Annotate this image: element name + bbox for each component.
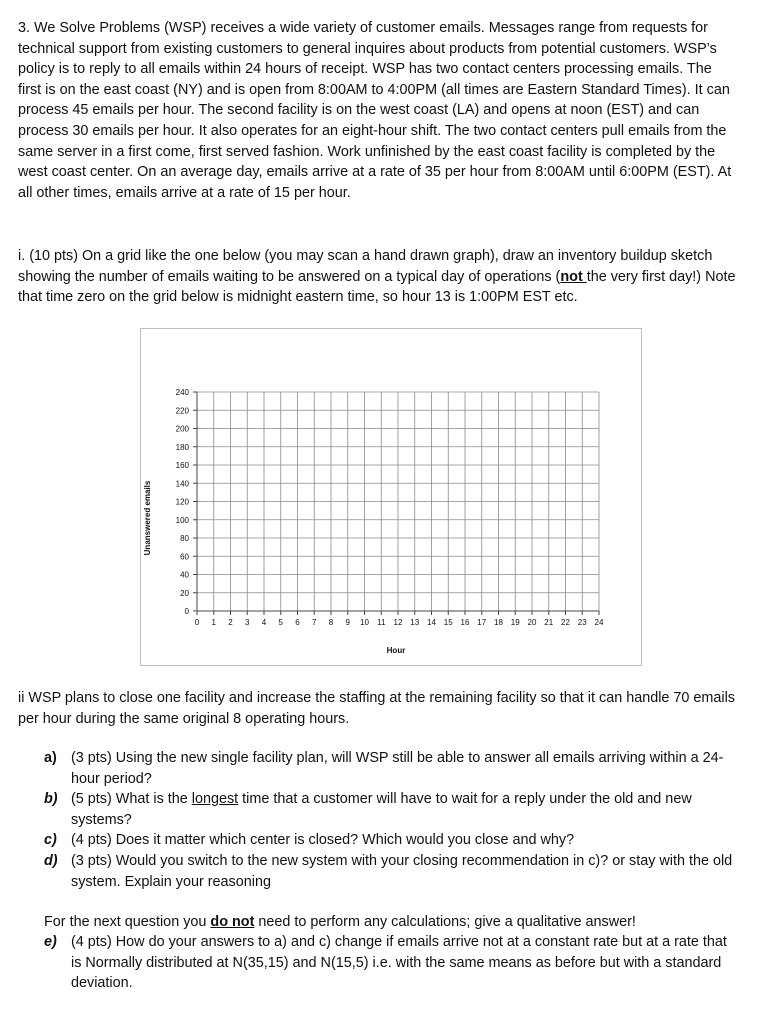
y-axis-label: Unanswered emails bbox=[143, 480, 152, 556]
question-text-b: time that a customer will have to wait for a reply under the old and new systems? bbox=[71, 791, 692, 828]
part-i-text-a: i. (10 pts) On a grid like the one below (you may scan a hand drawn graph), draw an inventory buildup sketch showing the number of emails waiting to be answered on a typical day of operations ( bbox=[18, 248, 713, 285]
x-tick-label: 21 bbox=[544, 618, 554, 627]
x-tick-label: 11 bbox=[377, 618, 386, 627]
x-tick-label: 6 bbox=[295, 618, 300, 627]
x-tick-label: 19 bbox=[510, 618, 520, 627]
y-tick-label: 140 bbox=[175, 479, 189, 489]
question-label: d) bbox=[44, 852, 58, 869]
question-text: (3 pts) Using the new single facility plan, will WSP still be able to answer all emails arriving within a 24-hour period? bbox=[71, 750, 724, 787]
y-tick-label: 160 bbox=[175, 461, 189, 470]
inventory-grid-chart bbox=[140, 328, 642, 666]
x-tick-label: 9 bbox=[345, 618, 350, 627]
question-emphasis: longest bbox=[191, 791, 239, 808]
x-tick-label: 22 bbox=[561, 618, 570, 627]
x-tick-label: 10 bbox=[360, 618, 369, 627]
question-list bbox=[44, 748, 738, 892]
x-tick-label: 17 bbox=[477, 618, 487, 627]
x-tick-label: 8 bbox=[328, 618, 334, 627]
question-text-a: (5 pts) What is the bbox=[71, 791, 192, 808]
x-tick-label: 14 bbox=[427, 618, 436, 627]
x-tick-label: 13 bbox=[410, 618, 420, 627]
part-ii-intro: ii WSP plans to close one facility and increase the staffing at the remaining facility so that it can handle 70 emails per hour during the same original 8 operating hours. bbox=[18, 690, 735, 727]
x-tick-label: 16 bbox=[460, 618, 470, 627]
y-tick-label: 120 bbox=[175, 497, 189, 507]
part-i-emphasis: not bbox=[560, 268, 587, 285]
problem-intro: 3. We Solve Problems (WSP) receives a wide variety of customer emails. Messages range from requests for technical support from existing customers to general inquires about products from potential customers. WSP’s policy is to reply to all emails within 24 hours of receipt. WSP has two contact centers processing emails. The first is on the east coast (NY) and is open from 8:00AM to 4:00PM (all times are Eastern Standard Times). It can process 45 emails per hour. The second facility is on the west coast (LA) and opens at noon (EST) and can process 30 emails per hour. It also operates for an eight-hour shift. The two contact centers pull emails from the same server in a first come, first served fashion. Work unfinished by the east coast facility is completed by the west coast center. On an average day, emails arrive at a rate of 35 per hour from 8:00AM until 6:00PM (EST). At all other times, emails arrive at a rate of 15 per hour. bbox=[18, 20, 732, 201]
question-text: (4 pts) Does it matter which center is closed? Which would you close and why? bbox=[71, 832, 575, 849]
note-text-a: For the next question you bbox=[44, 914, 211, 930]
question-a bbox=[44, 748, 738, 789]
question-label: a) bbox=[44, 750, 57, 766]
x-tick-label: 0 bbox=[194, 618, 200, 627]
x-tick-label: 7 bbox=[312, 618, 317, 627]
y-tick-label: 20 bbox=[180, 588, 189, 598]
part-i-text-b: the very first day!) Note that time zero on the grid below is midnight eastern time, so hour 13 is 1:00PM EST etc. bbox=[18, 268, 736, 306]
x-tick-label: 1 bbox=[211, 618, 216, 627]
y-tick-label: 60 bbox=[180, 552, 189, 562]
x-tick-label: 12 bbox=[393, 618, 403, 627]
question-c bbox=[44, 830, 738, 851]
x-axis-label: Hour bbox=[386, 646, 406, 655]
question-label: c) bbox=[44, 832, 57, 849]
x-tick-label: 3 bbox=[245, 618, 250, 627]
y-tick-label: 240 bbox=[175, 388, 189, 397]
question-label: e) bbox=[44, 934, 57, 950]
qualitative-note bbox=[44, 912, 738, 933]
question-text: (3 pts) Would you switch to the new system with your closing recommendation in c)? or stay with the old system. Explain your reasoning bbox=[71, 852, 733, 890]
y-tick-label: 180 bbox=[175, 442, 189, 452]
question-text: (4 pts) How do your answers to a) and c) change if emails arrive not at a constant rate but at a rate that is Normally distributed at N(35,15) and N(15,5) i.e. with the same means as before but with a standard deviation. bbox=[71, 934, 727, 992]
y-tick-label: 80 bbox=[180, 534, 189, 543]
note-emphasis: do not bbox=[210, 914, 255, 930]
question-e bbox=[44, 932, 738, 994]
y-tick-label: 0 bbox=[184, 607, 189, 616]
y-tick-label: 40 bbox=[180, 570, 189, 580]
x-tick-label: 5 bbox=[278, 618, 283, 627]
y-tick-label: 100 bbox=[175, 515, 189, 525]
x-tick-label: 23 bbox=[577, 618, 587, 627]
x-tick-label: 18 bbox=[494, 618, 503, 627]
part-i-prompt bbox=[18, 246, 738, 308]
x-tick-label: 2 bbox=[228, 618, 233, 627]
question-label: b) bbox=[44, 791, 58, 808]
x-tick-label: 15 bbox=[443, 618, 453, 627]
question-b bbox=[44, 789, 738, 830]
x-tick-label: 20 bbox=[527, 618, 537, 627]
chart-canvas bbox=[141, 329, 641, 665]
question-list-e bbox=[44, 932, 738, 994]
note-text-b: need to perform any calculations; give a qualitative answer! bbox=[254, 914, 636, 930]
y-tick-label: 220 bbox=[175, 406, 189, 416]
question-d bbox=[44, 851, 738, 892]
y-tick-label: 200 bbox=[175, 424, 189, 434]
x-tick-label: 24 bbox=[594, 618, 604, 627]
x-tick-label: 4 bbox=[261, 618, 267, 627]
